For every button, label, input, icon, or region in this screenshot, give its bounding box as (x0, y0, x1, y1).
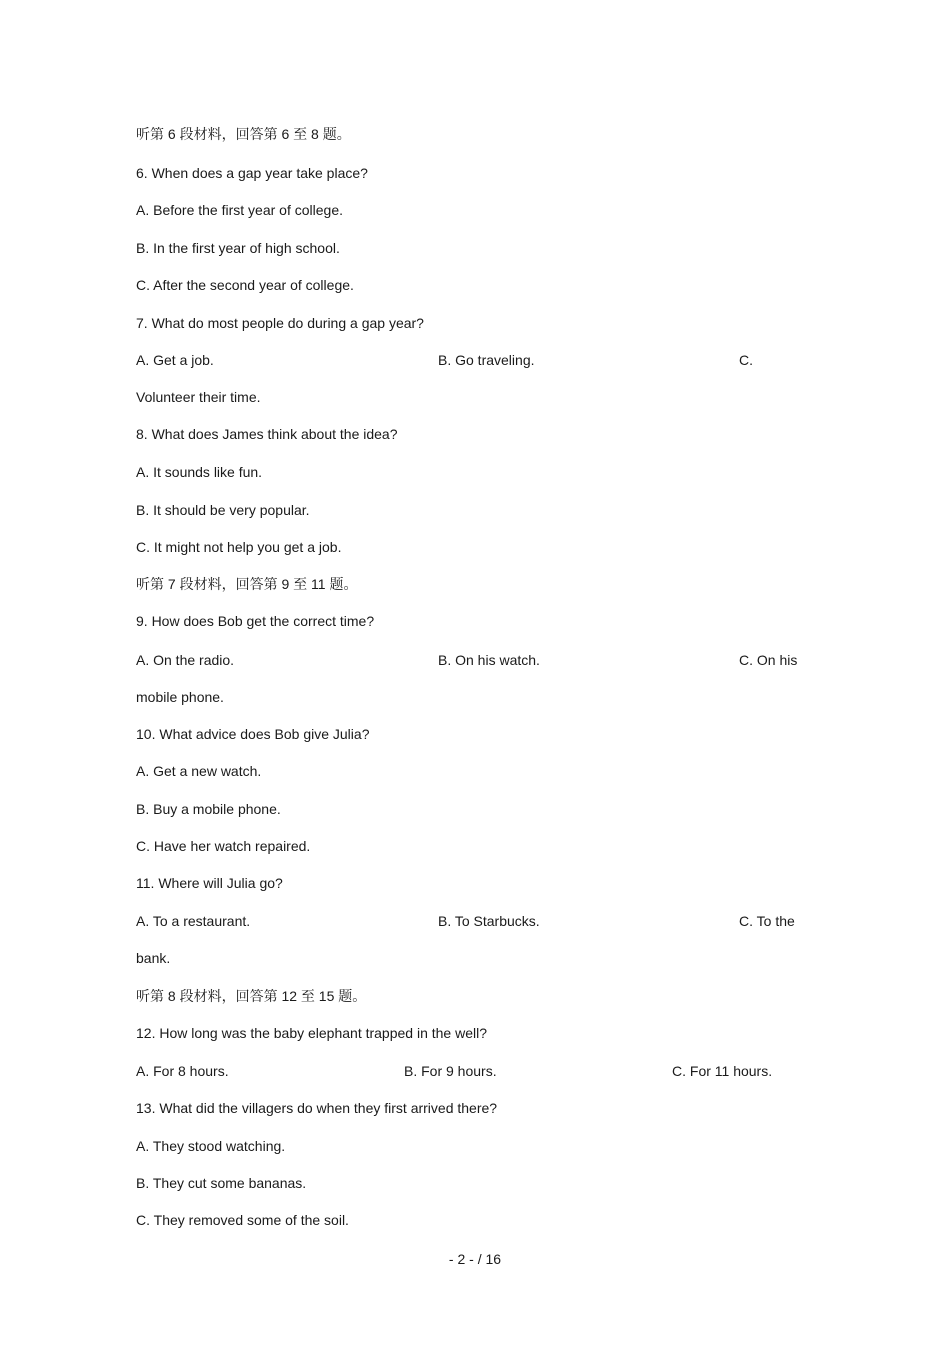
question-6-option-b: B. In the first year of high school. (136, 240, 340, 256)
question-12-option-a: A. For 8 hours. (136, 1063, 229, 1079)
section-7-heading: 听第 7 段材料，回答第 9 至 11 题。 (136, 576, 358, 592)
question-12-option-b: B. For 9 hours. (404, 1063, 497, 1079)
question-8-option-c: C. It might not help you get a job. (136, 539, 342, 555)
question-9-option-c-continued: mobile phone. (136, 689, 224, 705)
question-7-option-c-continued: Volunteer their time. (136, 389, 261, 405)
question-7-option-b: B. Go traveling. (438, 352, 535, 368)
question-11-stem: 11. Where will Julia go? (136, 875, 283, 891)
question-10-option-b: B. Buy a mobile phone. (136, 801, 281, 817)
question-8-option-b: B. It should be very popular. (136, 502, 310, 518)
question-13-option-a: A. They stood watching. (136, 1138, 286, 1154)
question-6-option-c: C. After the second year of college. (136, 277, 354, 293)
question-10-stem: 10. What advice does Bob give Julia? (136, 726, 370, 742)
question-8-stem: 8. What does James think about the idea? (136, 426, 398, 442)
question-12-option-c: C. For 11 hours. (672, 1063, 773, 1079)
question-13-stem: 13. What did the villagers do when they first arrived there? (136, 1100, 498, 1116)
question-13-option-c: C. They removed some of the soil. (136, 1212, 349, 1228)
question-9-option-c-start: C. On his (739, 652, 798, 668)
question-6-stem: 6. When does a gap year take place? (136, 165, 368, 181)
question-7-option-c-start: C. (739, 352, 753, 368)
question-9-option-a: A. On the radio. (136, 652, 235, 668)
section-8-heading: 听第 8 段材料，回答第 12 至 15 题。 (136, 988, 367, 1004)
question-9-stem: 9. How does Bob get the correct time? (136, 613, 375, 629)
question-11-option-b: B. To Starbucks. (438, 913, 540, 929)
question-6-option-a: A. Before the first year of college. (136, 202, 343, 218)
question-12-stem: 12. How long was the baby elephant trapped in the well? (136, 1025, 488, 1041)
question-13-option-b: B. They cut some bananas. (136, 1175, 307, 1191)
question-8-option-a: A. It sounds like fun. (136, 464, 263, 480)
question-11-option-c-start: C. To the (739, 913, 795, 929)
question-9-option-b: B. On his watch. (438, 652, 540, 668)
question-11-option-c-continued: bank. (136, 950, 171, 966)
section-6-heading: 听第 6 段材料，回答第 6 至 8 题。 (136, 126, 351, 142)
question-10-option-c: C. Have her watch repaired. (136, 838, 311, 854)
question-7-stem: 7. What do most people do during a gap year? (136, 315, 424, 331)
question-11-option-a: A. To a restaurant. (136, 913, 251, 929)
question-10-option-a: A. Get a new watch. (136, 763, 262, 779)
page-number: - 2 - / 16 (448, 1251, 502, 1267)
question-7-option-a: A. Get a job. (136, 352, 214, 368)
